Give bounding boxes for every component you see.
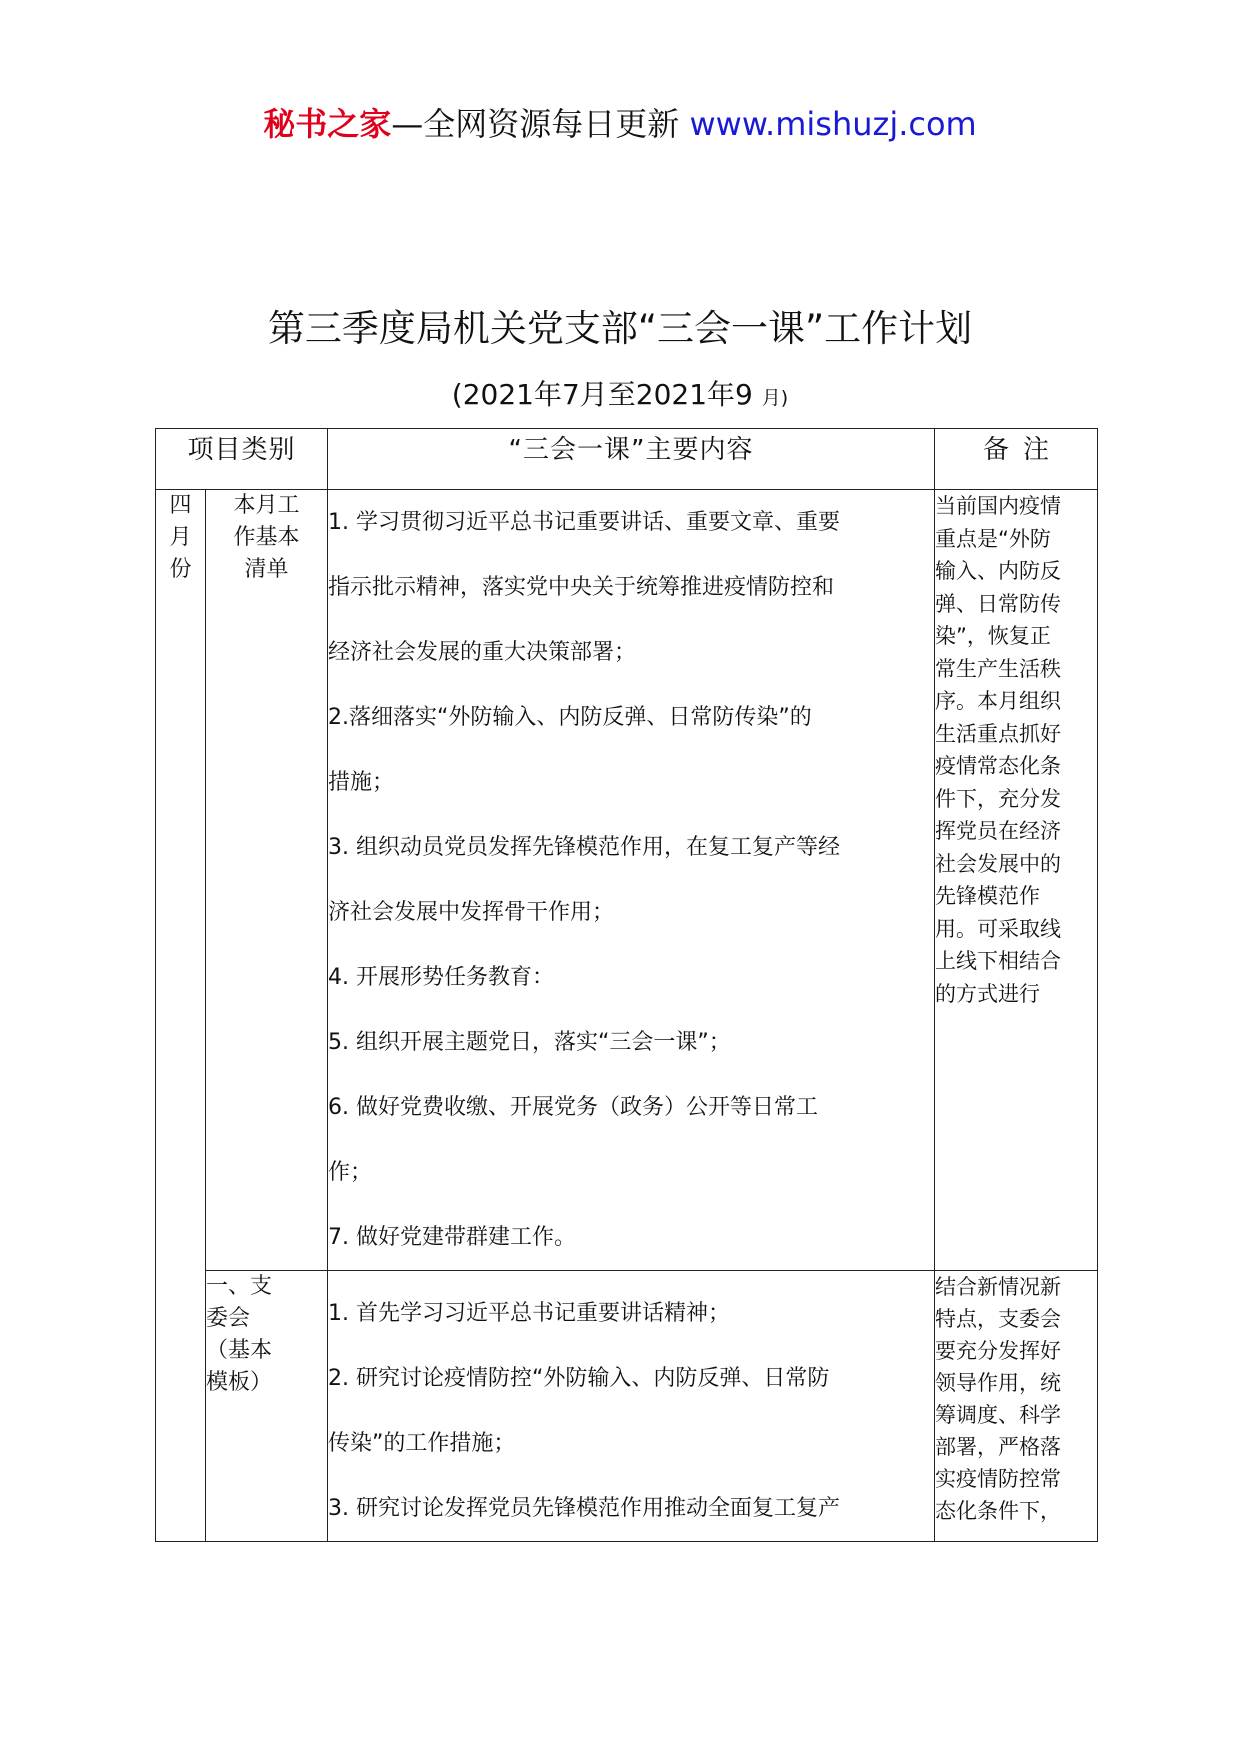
note-line: 常生产生活秩	[935, 656, 1062, 681]
note-line: 结合新情况新	[935, 1275, 1062, 1299]
month-char: 月	[169, 525, 192, 550]
type-line: 委会	[206, 1306, 251, 1331]
header-category: 项目类别	[156, 429, 328, 490]
content-line: 传染”的工作措施；	[328, 1431, 516, 1456]
note-line: 染”，恢复正	[935, 624, 1051, 648]
note-line: 筹调度、科学	[935, 1403, 1062, 1427]
note-line: 用。可采取线	[935, 916, 1062, 941]
plan-table	[155, 428, 1098, 1542]
table-row	[156, 1271, 1098, 1542]
content-cell	[328, 1271, 935, 1542]
type-line: 模板）	[206, 1370, 273, 1395]
type-cell	[206, 1271, 328, 1542]
content-line: 7. 做好党建带群建工作。	[328, 1225, 576, 1250]
month-char: 份	[169, 557, 192, 582]
content-line: 1. 学习贯彻习近平总书记重要讲话、重要文章、重要	[328, 510, 841, 535]
document-subtitle	[0, 377, 1240, 416]
content-line: 4. 开展形势任务教育：	[328, 965, 554, 990]
content-line: 6. 做好党费收缴、开展党务（政务）公开等日常工	[328, 1095, 819, 1120]
table-row	[156, 490, 1098, 1271]
note-line: 重点是“外防	[935, 526, 1051, 551]
note-line: 领导作用，统	[935, 1371, 1062, 1395]
note-line: 部署，严格落	[935, 1435, 1062, 1459]
note-line: 疫情常态化条	[935, 754, 1062, 778]
type-line: 一、支	[206, 1274, 273, 1299]
month-cell	[156, 490, 206, 1542]
type-cell	[206, 490, 328, 1271]
note-line: 先锋模范作	[935, 884, 1041, 908]
content-line: 2. 研究讨论疫情防控“外防输入、内防反弹、日常防	[328, 1366, 830, 1391]
type-line: （基本	[206, 1338, 273, 1363]
content-line: 2.落细落实“外防输入、内防反弹、日常防传染”的	[328, 705, 812, 730]
type-label: 本月工作基本清单	[233, 493, 300, 582]
note-line: 特点，支委会	[935, 1307, 1062, 1331]
document-title: 第三季度局机关党支部“三会一课”工作计划	[267, 307, 973, 350]
header-note-label: 备注	[983, 435, 1064, 465]
note-line: 挥党员在经济	[935, 819, 1062, 843]
note-line: 的方式进行	[935, 981, 1041, 1006]
content-line: 指示批示精神，落实党中央关于统筹推进疫情防控和	[328, 575, 835, 600]
content-line: 5. 组织开展主题党日，落实“三会一课”；	[328, 1030, 731, 1055]
content-line: 措施；	[328, 770, 395, 795]
note-line: 输入、内防反	[935, 559, 1062, 583]
note-line: 要充分发挥好	[935, 1339, 1062, 1363]
content-line: 3. 组织动员党员发挥先锋模范作用，在复工复产等经	[328, 835, 841, 860]
site-url-link[interactable]: www.mishuzj.com	[689, 105, 977, 143]
note-line: 件下，充分发	[935, 786, 1062, 811]
note-line: 生活重点抓好	[935, 721, 1062, 746]
brand-name: 秘书之家	[263, 105, 392, 143]
subtitle-tail: 月)	[761, 387, 789, 409]
site-banner	[0, 104, 1240, 144]
table-header-row	[156, 429, 1098, 490]
banner-slogan: 全网资源每日更新	[423, 105, 680, 143]
content-line: 经济社会发展的重大决策部署；	[328, 640, 637, 665]
header-content: “三会一课”主要内容	[328, 429, 935, 490]
note-line: 态化条件下，	[935, 1499, 1062, 1523]
note-line: 弹、日常防传	[935, 591, 1062, 616]
subtitle-main: (2021年7月至2021年9	[451, 378, 753, 411]
month-char: 四	[169, 493, 192, 518]
note-line: 序。本月组织	[935, 689, 1062, 713]
header-note	[935, 429, 1098, 490]
content-line: 1. 首先学习习近平总书记重要讲话精神；	[328, 1301, 731, 1326]
note-line: 当前国内疫情	[935, 494, 1062, 518]
content-cell	[328, 490, 935, 1271]
banner-dash: —	[391, 105, 424, 143]
note-cell	[935, 1271, 1098, 1542]
content-line: 作；	[328, 1160, 373, 1185]
note-line: 社会发展中的	[935, 851, 1062, 876]
note-cell	[935, 490, 1098, 1271]
note-line: 上线下相结合	[935, 949, 1062, 973]
content-line: 济社会发展中发挥骨干作用；	[328, 900, 615, 925]
content-line: 3. 研究讨论发挥党员先锋模范作用推动全面复工复产	[328, 1496, 841, 1521]
note-line: 实疫情防控常	[935, 1467, 1062, 1491]
